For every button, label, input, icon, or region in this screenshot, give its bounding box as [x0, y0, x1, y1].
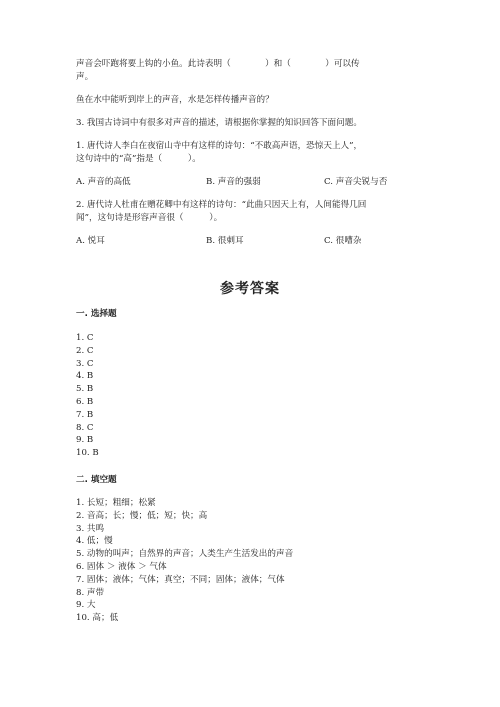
option-c: C. 很嘈杂 — [324, 236, 362, 246]
list-item: 1. C — [76, 333, 94, 343]
option-c: C. 声音尖锐与否 — [324, 177, 388, 187]
list-item: 4. 低；慢 — [76, 536, 113, 547]
question-2 — [76, 199, 436, 225]
question-area — [76, 58, 436, 248]
question-text: 闻”，这句诗是形容声音很（ ）。 — [76, 213, 223, 223]
list-item: 5. 动物的叫声；自然界的声音；人类生产生活发出的声音 — [76, 549, 294, 560]
question-1-options — [76, 176, 436, 189]
list-item: 3. 共鸣 — [76, 523, 105, 534]
list-item: 9. 大 — [76, 600, 96, 611]
text-line: 鱼在水中能听到岸上的声音，水是怎样传播声音的？ — [76, 95, 274, 105]
question-text: 2. 唐代诗人杜甫在赠花卿中有这样的诗句：“此曲只因天上有，人间能得几回 — [76, 200, 367, 210]
fill-answer-list — [76, 497, 293, 625]
question-text: 这句诗中的“高”指是（ ）。 — [76, 154, 201, 164]
list-item: 6. 固体 ＞ 液体 ＞ 气体 — [76, 561, 167, 572]
list-item: 7. 固体；液体；气体；真空；不同；固体；液体；气体 — [76, 574, 285, 585]
list-item: 2. 音高；长；慢；低；短；快；高 — [76, 510, 208, 521]
text-line: 声音会吓跑将要上钩的小鱼。此诗表明（ ）和（ ）可以传 — [76, 59, 360, 69]
choice-answer-list — [76, 332, 99, 460]
list-item: 6. B — [76, 396, 94, 407]
paragraph-water — [76, 94, 436, 107]
answers-title: 参考答案 — [220, 281, 280, 297]
list-item: 2. C — [76, 345, 94, 356]
option-a: A. 声音的高低 — [76, 177, 131, 187]
list-item: 9. B — [76, 435, 94, 446]
list-item: 10. B — [76, 448, 99, 459]
option-b: B. 很刺耳 — [206, 236, 244, 246]
section-fill-title: 二. 填空题 — [76, 475, 117, 485]
list-item: 8. C — [76, 422, 94, 433]
section-choice-title: 一. 选择题 — [76, 309, 117, 319]
list-item: 8. 声带 — [76, 587, 105, 598]
text-line: 声。 — [76, 72, 94, 82]
question-text: 1. 唐代诗人李白在夜宿山寺中有这样的诗句：“不敢高声语，恐惊天上人”， — [76, 141, 363, 151]
list-item: 1. 长短；粗细；松紧 — [76, 498, 156, 508]
paragraph-fish — [76, 58, 436, 84]
question-2-options — [76, 235, 436, 248]
list-item: 5. B — [76, 384, 94, 395]
question-1 — [76, 140, 436, 166]
option-b: B. 声音的强弱 — [206, 177, 261, 187]
list-item: 10. 高；低 — [76, 613, 119, 624]
list-item: 3. C — [76, 358, 94, 369]
option-a: A. 悦耳 — [76, 236, 105, 246]
list-item: 4. B — [76, 371, 94, 382]
list-item: 7. B — [76, 409, 94, 420]
text-line: 3. 我国古诗词中有很多对声音的描述，请根据你掌握的知识回答下面问题。 — [76, 118, 362, 128]
question-heading-3 — [76, 117, 436, 130]
